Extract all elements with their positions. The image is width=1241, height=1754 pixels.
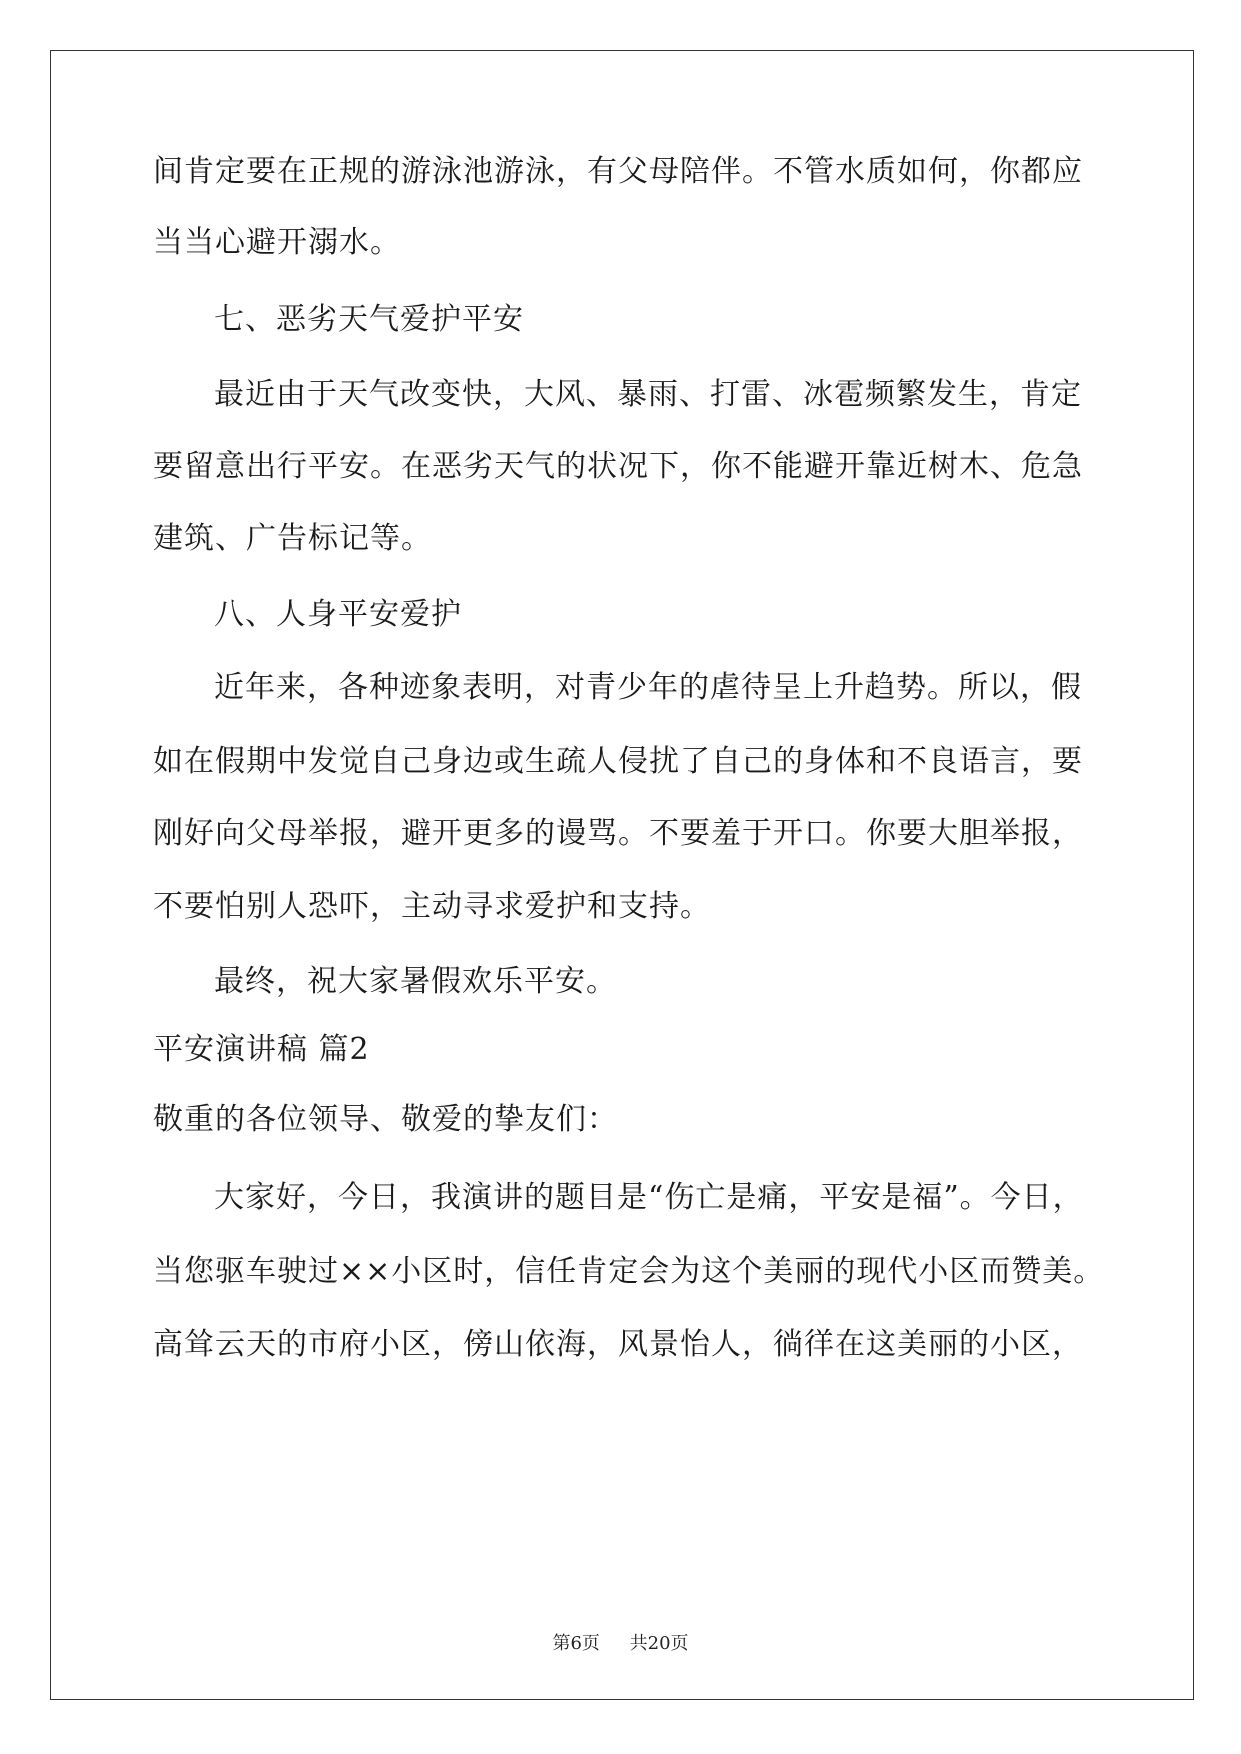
body-line-12: 最终，祝大家暑假欢乐平安。	[214, 964, 617, 999]
body-line-11: 不要怕别人恐吓，主动寻求爱护和支持。	[153, 889, 711, 924]
body-line-10: 刚好向父母举报，避开更多的谩骂。不要羞于开口。你要大胆举报，	[153, 816, 1083, 851]
body-line-8: 近年来，各种迹象表明，对青少年的虐待呈上升趋势。所以，假	[214, 670, 1082, 705]
body-line-1: 间肯定要在正规的游泳池游泳，有父母陪伴。不管水质如何，你都应	[153, 154, 1083, 189]
body-line-17: 高耸云天的市府小区，傍山依海，风景怡人，徜徉在这美丽的小区，	[153, 1327, 1083, 1362]
body-line-9: 如在假期中发觉自己身边或生疏人侵扰了自己的身体和不良语言，要	[153, 744, 1083, 779]
page-footer	[0, 1632, 1241, 1656]
body-line-6: 建筑、广告标记等。	[153, 521, 432, 556]
section-heading-7: 七、恶劣天气爱护平安	[214, 302, 524, 337]
body-line-2: 当当心避开溺水。	[153, 225, 401, 260]
section-heading-8: 八、人身平安爱护	[214, 597, 462, 632]
body-line-4: 最近由于天气改变快，大风、暴雨、打雷、冰雹频繁发生，肯定	[214, 377, 1082, 412]
salutation: 敬重的各位领导、敬爱的挚友们：	[153, 1102, 618, 1137]
page-number: 第6页	[552, 1633, 600, 1654]
article-title: 平安演讲稿 篇2	[153, 1032, 370, 1067]
body-line-15: 大家好，今日，我演讲的题目是“伤亡是痛，平安是福”。今日，	[214, 1180, 1084, 1215]
page-total: 共20页	[629, 1633, 689, 1654]
body-line-5: 要留意出行平安。在恶劣天气的状况下，你不能避开靠近树木、危急	[153, 449, 1083, 484]
body-line-16: 当您驱车驶过××小区时，信任肯定会为这个美丽的现代小区而赞美。	[153, 1254, 1105, 1289]
page-frame	[50, 50, 1194, 1700]
